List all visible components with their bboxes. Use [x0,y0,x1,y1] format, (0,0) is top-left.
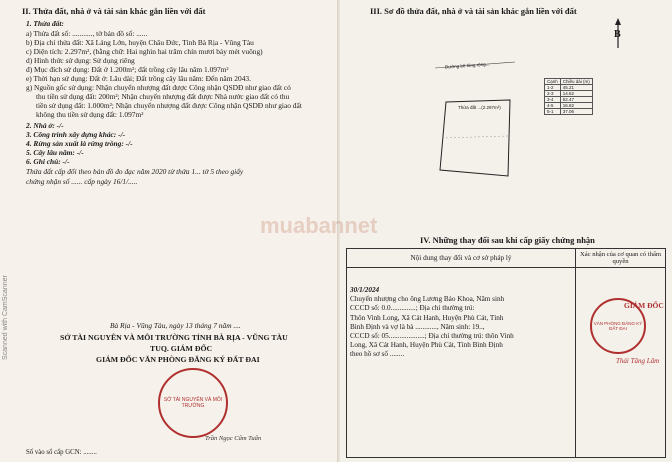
changes-column-header: Nội dung thay đổi và cơ sở pháp lý [347,249,576,268]
parcel-label: Thửa đất ...(2.297m²) [458,105,501,110]
north-compass-label: B [614,29,621,40]
director-title: GIÁM ĐỐC [624,301,664,310]
edge-cell: 5-1 [545,109,561,115]
right-page [260,0,672,462]
plot-address: b) Địa chỉ thửa đất: Xã Láng Lớn, huyện Châu Đức, Tỉnh Bà Rịa - Vũng Tàu [26,38,254,47]
note-line-1: Thửa đất cấp đổi theo bản đồ đo đạc năm 2020 từ thửa 1... tờ 5 theo giấy [26,167,244,176]
land-plot-heading: 1. Thửa đất: [26,19,64,28]
length-header: Chiều dài (m) [560,79,592,85]
table-row [545,79,593,85]
confirmation-column-header: Xác nhận của cơ quan có thẩm quyền [576,249,666,268]
length-cell: 16.82 [560,103,592,109]
change-line: Thôn Vinh Long, Xã Cát Hanh, Huyện Phù Cát, Tỉnh [350,313,504,322]
note-item: 6. Ghi chú: -/- [26,157,70,166]
change-line: Bình Định và vợ là bà ............, Năm sinh: 19.., [350,322,485,331]
change-line: Long, Xã Cát Hanh, Huyện Phù Cát, Tỉnh Bình Định [350,341,503,350]
length-cell: 14.62 [560,91,592,97]
edge-cell: 1-2 [545,85,561,91]
signer-name: Trần Ngọc Cẩm Tuấn [205,435,262,442]
usage-origin-1: g) Nguồn gốc sử dụng: Nhận chuyển nhượng đất được Công nhận QSDĐ như giao đất có [26,83,291,92]
plot-area: c) Diện tích: 2.297m², (bằng chữ: Hai nghìn hai trăm chín mươi bảy mét vuông) [26,47,263,56]
length-cell: 45.21 [560,85,592,91]
length-cell: 37.06 [560,109,592,115]
change-line: CCCD số: 05....................; Địa chỉ thường trú: thôn Vinh [350,332,514,341]
edge-header: Cạnh [545,79,561,85]
registry-serial: Số vào sổ cấp GCN: ........ [26,449,97,456]
signing-date: Bà Rịa - Vũng Tàu, ngày 13 tháng 7 năm .... [110,321,241,330]
edge-length-table [544,78,593,115]
usage-term: e) Thời hạn sử dụng: Đất ở: Lâu dài; Đất trồng cây lâu năm: Đến năm 2043. [26,74,251,83]
office-director-title: GIÁM ĐỐC VĂN PHÒNG ĐĂNG KÝ ĐẤT ĐAI [96,355,260,364]
usage-origin-2: thu tiền sử dụng đất: 200m²; Nhận chuyển nhượng đất được Nhà nước giao đất có thu [36,92,290,101]
usage-origin-3: tiền sử dụng đất: 1.000m²; Nhận chuyển nhượng đất được Công nhận QSDĐ như giao đất [36,101,302,110]
perennial-item: 5. Cây lâu năm: -/- [26,148,84,157]
usage-purpose: đ) Mục đích sử dụng: Đất ở 1.200m²; đất trồng cây lâu năm 1.097m² [26,65,229,74]
section-iii-title: III. Sơ đồ thửa đất, nhà ở và tài sản khác gắn liền với đất [370,6,577,16]
other-construction-item: 3. Công trình xây dựng khác: -/- [26,130,126,139]
scanner-watermark: Scanned with CamScanner [2,275,9,360]
usage-form: d) Hình thức sử dụng: Sử dụng riêng [26,56,135,65]
site-watermark: muabannet [260,213,378,238]
signer-name-2: Thái Tăng Lâm [616,357,660,365]
authorization-title: TUQ. GIÁM ĐỐC [150,344,213,353]
confirmation-cell [576,268,666,458]
section-iv-title: IV. Những thay đổi sau khi cấp giấy chứng nhận [420,235,595,245]
change-entry [347,268,576,458]
road-label: Đường bê tông rộng... [444,61,490,70]
issuing-org: SỞ TÀI NGUYÊN VÀ MÔI TRƯỜNG TỈNH BÀ RỊA - VŨNG TÀU [60,333,288,342]
house-item: 2. Nhà ở: -/- [26,121,64,130]
usage-origin-4: không thu tiền sử dụng đất: 1.097m² [36,110,144,119]
change-line: theo hồ sơ số ........ [350,350,405,359]
plot-number: a) Thửa đất số: ..........., tờ bản đồ số: ...... [26,29,148,38]
stamp-text: SỞ TÀI NGUYÊN VÀ MÔI TRƯỜNG [163,397,223,409]
length-cell: 52.47 [560,97,592,103]
parcel-diagram [340,40,672,190]
edge-cell: 3-4 [545,97,561,103]
change-line: Chuyển nhượng cho ông Lương Bảo Khoa, Năm sinh [350,295,505,304]
official-stamp [158,368,228,438]
table-row [545,109,593,115]
stamp-text: VĂN PHÒNG ĐĂNG KÝ ĐẤT ĐAI [593,321,643,331]
change-date: 30/1/2024 [350,286,380,294]
change-line: CCCD số: 0.0..............; Địa chỉ thường trú: [350,304,475,313]
table-row [347,268,666,458]
changes-table [346,248,666,458]
edge-cell: 4-5 [545,103,561,109]
forest-item: 4. Rừng sản xuất là rừng trồng: -/- [26,139,133,148]
edge-cell: 2-3 [545,91,561,97]
section-ii-title: II. Thửa đất, nhà ở và tài sản khác gắn liền với đất [22,6,206,16]
table-row [347,249,666,268]
note-line-2: chứng nhận số ...... cấp ngày 16/1/..... [26,177,138,186]
